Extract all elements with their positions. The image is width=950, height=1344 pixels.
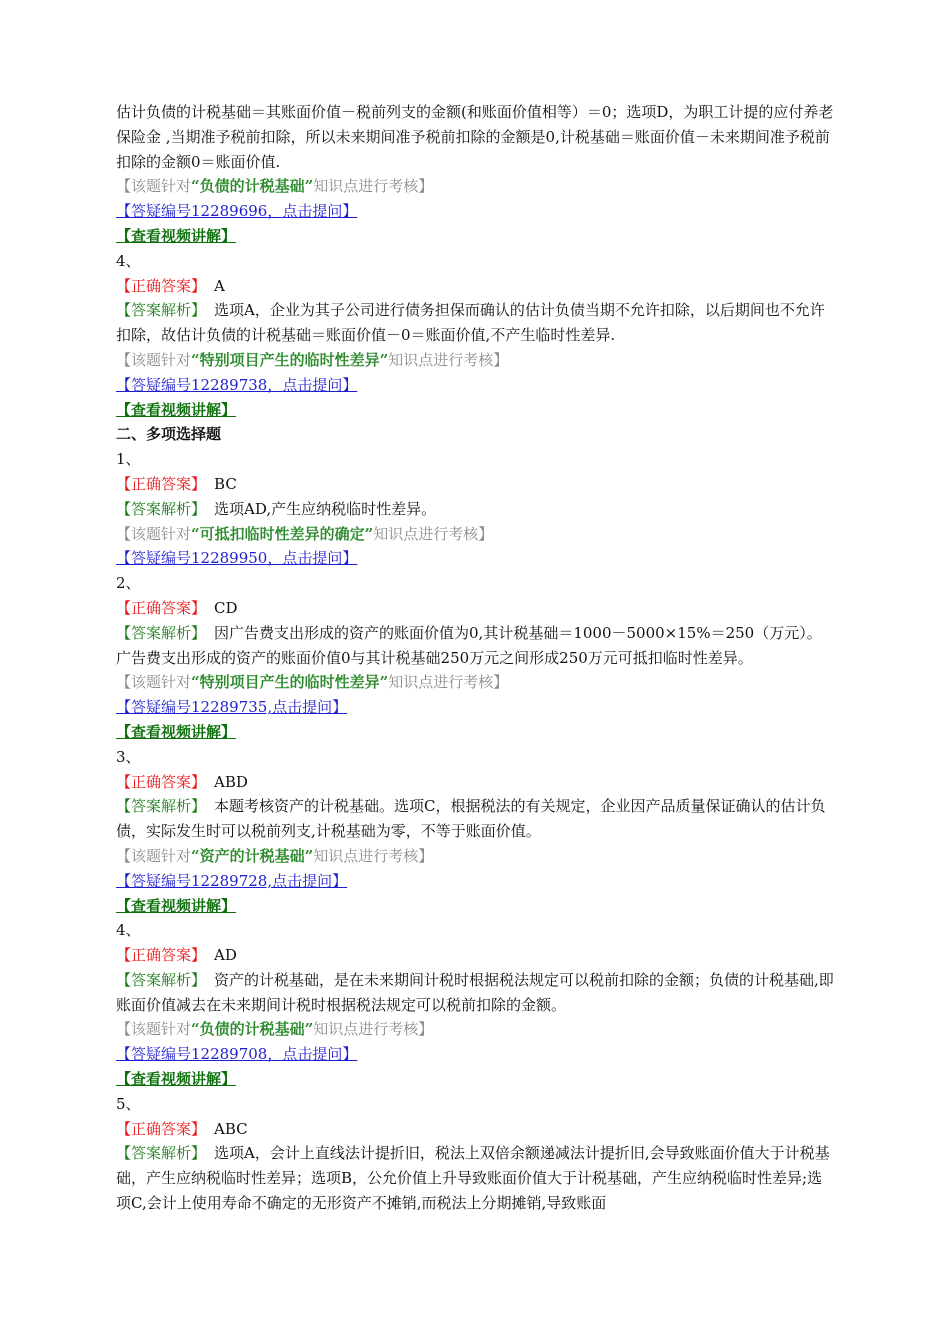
- video-lecture-link[interactable]: 【查看视频讲解】: [116, 226, 237, 245]
- video-lecture-link[interactable]: 【查看视频讲解】: [116, 400, 237, 419]
- correct-answer: 【正确答案】 AD: [116, 946, 237, 965]
- question-number: 4、: [116, 921, 141, 940]
- ask-question-link[interactable]: 【答疑编号12289696，点击提问】: [116, 202, 358, 221]
- knowledge-note: 【该题针对“可抵扣临时性差异的确定”知识点进行考核】: [116, 524, 494, 543]
- question-number: 2、: [116, 574, 141, 593]
- video-lecture-link[interactable]: 【查看视频讲解】: [116, 1070, 237, 1089]
- correct-answer: 【正确答案】 ABD: [116, 772, 248, 791]
- video-lecture-link[interactable]: 【查看视频讲解】: [116, 722, 237, 741]
- correct-answer: 【正确答案】 BC: [116, 474, 237, 493]
- knowledge-note: 【该题针对“资产的计税基础”知识点进行考核】: [116, 846, 434, 865]
- answer-analysis: 【答案解析】 选项A，会计上直线法计提折旧，税法上双倍余额递减法计提折旧,会导致账面价值大于计税基础，产生应纳税临时性差异；选项B，公允价值上升导致账面价值大于计税基础，产生应纳税临时性差异;选项C,会计上使用寿命不确定的无形资产不摊销,而税法上分期摊销,导致账面: [116, 1144, 830, 1213]
- analysis-continuation: 估计负债的计税基础＝其账面价值－税前列支的金额(和账面价值相等）＝0；选项D，为职工计提的应付养老保险金 ,当期准予税前扣除，所以未来期间准予税前扣除的金额是0,计税基础＝账面价值－未来期间准予税前扣除的金额0＝账面价值.: [116, 103, 834, 171]
- ask-question-link[interactable]: 【答疑编号12289950，点击提问】: [116, 549, 358, 568]
- knowledge-note: 【该题针对“负债的计税基础”知识点进行考核】: [116, 1020, 434, 1039]
- question-number: 3、: [116, 747, 141, 766]
- answer-analysis: 【答案解析】 本题考核资产的计税基础。选项C，根据税法的有关规定，企业因产品质量保证确认的估计负债，实际发生时可以税前列支,计税基础为零，不等于账面价值。: [116, 797, 826, 841]
- answer-analysis: 【答案解析】 选项AD,产生应纳税临时性差异。: [116, 499, 437, 518]
- section-title: 二、多项选择题: [116, 425, 222, 444]
- answer-analysis: 【答案解析】 因广告费支出形成的资产的账面价值为0,其计税基础＝1000－5000×15%＝250（万元）。广告费支出形成的资产的账面价值0与其计税基础250万元之间形成250万元可抵扣临时性差异。: [116, 623, 822, 667]
- knowledge-note: 【该题针对“负债的计税基础”知识点进行考核】: [116, 177, 434, 196]
- answer-analysis: 【答案解析】 资产的计税基础，是在未来期间计税时根据税法规定可以税前扣除的金额；负债的计税基础,即账面价值减去在未来期间计税时根据税法规定可以税前扣除的金额。: [116, 970, 834, 1014]
- answer-analysis: 【答案解析】 选项A，企业为其子公司进行债务担保而确认的估计负债当期不允许扣除，以后期间也不允许扣除，故估计负债的计税基础＝账面价值－0＝账面价值,不产生临时性差异.: [116, 301, 825, 345]
- ask-question-link[interactable]: 【答疑编号12289738，点击提问】: [116, 375, 358, 394]
- video-lecture-link[interactable]: 【查看视频讲解】: [116, 896, 237, 915]
- correct-answer: 【正确答案】 ABC: [116, 1119, 248, 1138]
- correct-answer: 【正确答案】 A: [116, 276, 225, 295]
- knowledge-note: 【该题针对“特别项目产生的临时性差异”知识点进行考核】: [116, 673, 509, 692]
- ask-question-link[interactable]: 【答疑编号12289728,点击提问】: [116, 871, 348, 890]
- document-page: [116, 100, 836, 1216]
- question-number: 4、: [116, 251, 141, 270]
- ask-question-link[interactable]: 【答疑编号12289735,点击提问】: [116, 698, 348, 717]
- correct-answer: 【正确答案】 CD: [116, 598, 238, 617]
- question-number: 1、: [116, 450, 141, 469]
- question-number: 5、: [116, 1094, 141, 1113]
- ask-question-link[interactable]: 【答疑编号12289708，点击提问】: [116, 1045, 358, 1064]
- knowledge-note: 【该题针对“特别项目产生的临时性差异”知识点进行考核】: [116, 350, 509, 369]
